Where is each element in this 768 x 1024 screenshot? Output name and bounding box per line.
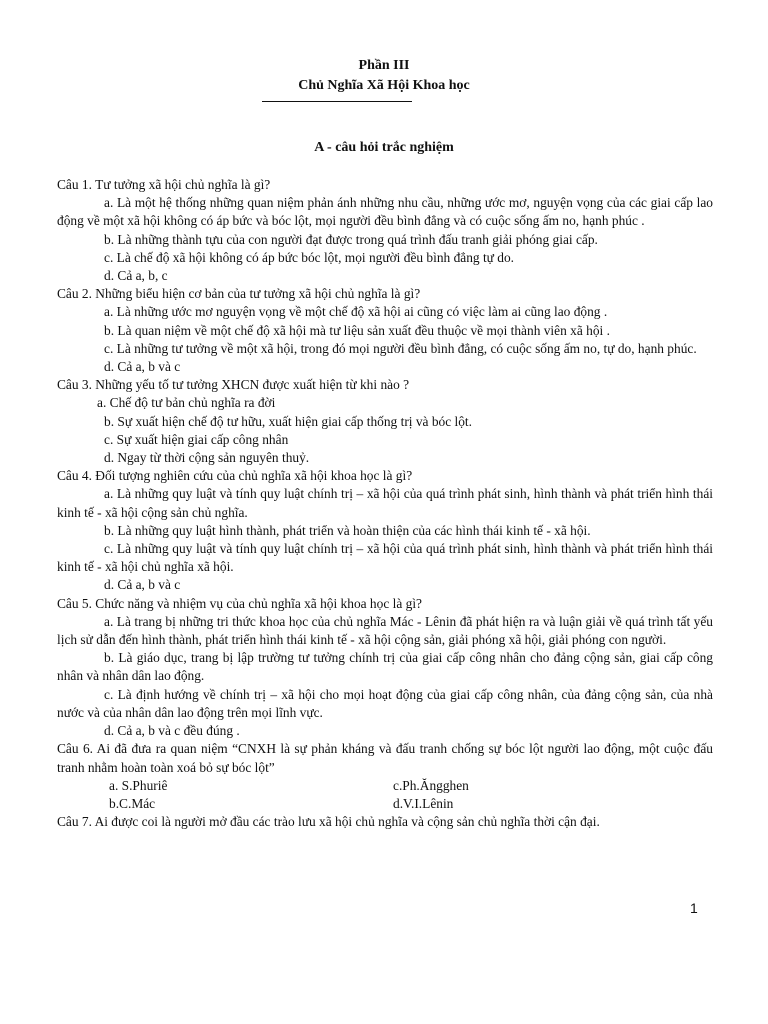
answer-option: a. Là trang bị những tri thức khoa học của chủ nghĩa Mác - Lênin đã phát hiện ra và luận giải về quá trình tất yếu lịch sử dẫn đến hình thành, phát triển hình thái kinh tế - xã hội cộng sản, giải phóng xã hội, giải phóng con người.	[57, 613, 713, 648]
answer-option: a. Là những ước mơ nguyện vọng về một chế độ xã hội ai cũng có việc làm ai cũng lao động .	[104, 304, 608, 320]
answer-option: c. Là định hướng về chính trị – xã hội cho mọi hoạt động của giai cấp công nhân, của đảng cộng sản, của nhà nước và của nhân dân lao động trên mọi lĩnh vực.	[57, 686, 713, 720]
document-title: Chủ Nghĩa Xã Hội Khoa học	[298, 78, 470, 93]
section-heading: A - câu hỏi trắc nghiệm	[314, 140, 454, 155]
question-text: Câu 5. Chức năng và nhiệm vụ của chủ nghĩa xã hội khoa học là gì?	[57, 595, 422, 611]
question-lines	[57, 176, 713, 777]
page-number: 1	[690, 900, 698, 916]
question-list	[57, 176, 713, 831]
answer-option: b. Sự xuất hiện chế độ tư hữu, xuất hiện giai cấp thống trị và bóc lột.	[104, 413, 472, 429]
question-text: Câu 3. Những yếu tố tư tưởng XHCN được xuất hiện từ khi nào ?	[57, 377, 410, 393]
q6-option-b: b.C.Mác	[109, 795, 156, 811]
answer-option: d. Cả a, b và c	[104, 577, 181, 593]
q6-option-d: d.V.I.Lênin	[393, 795, 454, 811]
answer-option: b. Là những thành tựu của con người đạt được trong quá trình đấu tranh giải phóng giai cấp.	[104, 231, 598, 247]
answer-option: d. Cả a, b, c	[104, 268, 168, 284]
answer-option: d. Cả a, b và c đều đúng .	[104, 723, 240, 739]
answer-option: c. Là những tư tưởng về một xã hội, trong đó mọi người đều bình đẳng, có cuộc sống ấm no, tự do, hạnh phúc.	[104, 340, 697, 356]
answer-option: a. Là những quy luật và tính quy luật chính trị – xã hội của quá trình phát sinh, hình thành và phát triển hình thái kinh tế - xã hội cộng sản chủ nghĩa.	[57, 486, 713, 520]
part-heading: Phần III	[358, 58, 410, 73]
answer-option: a. Là một hệ thống những quan niệm phản ánh những nhu cầu, những ước mơ, nguyện vọng của các giai cấp lao động về một xã hội không có áp bức và bóc lột, mọi người đều bình đẳng và có cuộc sống ấm no, hạnh phúc .	[57, 195, 713, 229]
answer-option: a. Chế độ tư bản chủ nghĩa ra đời	[97, 395, 276, 411]
question-text: Câu 2. Những biểu hiện cơ bản của tư tưởng xã hội chủ nghĩa là gì?	[57, 286, 421, 302]
q6-option-row	[57, 795, 713, 813]
answer-option: d. Ngay từ thời cộng sản nguyên thuỷ.	[104, 450, 310, 466]
answer-option: b. Là những quy luật hình thành, phát triển và hoàn thiện của các hình thái kinh tế - xã hội.	[104, 522, 591, 538]
q6-options	[57, 777, 713, 813]
answer-option: b. Là quan niệm về một chế độ xã hội mà tư liệu sản xuất đều thuộc về mọi thành viên xã hội .	[104, 322, 610, 338]
question-text: Câu 4. Đối tượng nghiên cứu của chủ nghĩa xã hội khoa học là gì?	[57, 468, 413, 484]
question-text: Câu 1. Tư tưởng xã hội chủ nghĩa là gì?	[57, 177, 271, 192]
title-underline	[262, 101, 412, 102]
answer-option: d. Cả a, b và c	[104, 359, 181, 375]
answer-option: c. Là những quy luật và tính quy luật chính trị – xã hội của quá trình phát sinh, hình thành và phát triển hình thái kinh tế - xã hội chủ nghĩa xã hội.	[57, 541, 713, 575]
question-text: Câu 6. Ai đã đưa ra quan niệm “CNXH là sự phản kháng và đấu tranh chống sự bóc lột người lao động, một cuộc đấu tranh nhằm hoàn toàn xoá bỏ sự bóc lột”	[57, 741, 713, 775]
q6-option-a: a. S.Phuriê	[109, 777, 168, 793]
answer-option: c. Sự xuất hiện giai cấp công nhân	[104, 431, 289, 447]
answer-option: b. Là giáo dục, trang bị lập trường tư tưởng chính trị của giai cấp công nhân cho đảng cộng sản, giai cấp công nhân và nhân dân lao động.	[57, 650, 713, 684]
q6-option-row	[57, 777, 713, 795]
q6-option-c: c.Ph.Ăngghen	[393, 777, 469, 793]
question-7: Câu 7. Ai được coi là người mở đầu các trào lưu xã hội chủ nghĩa và cộng sản chủ nghĩa thời cận đại.	[57, 814, 600, 830]
answer-option: c. Là chế độ xã hội không có áp bức bóc lột, mọi người đều bình đẳng tự do.	[104, 249, 515, 265]
